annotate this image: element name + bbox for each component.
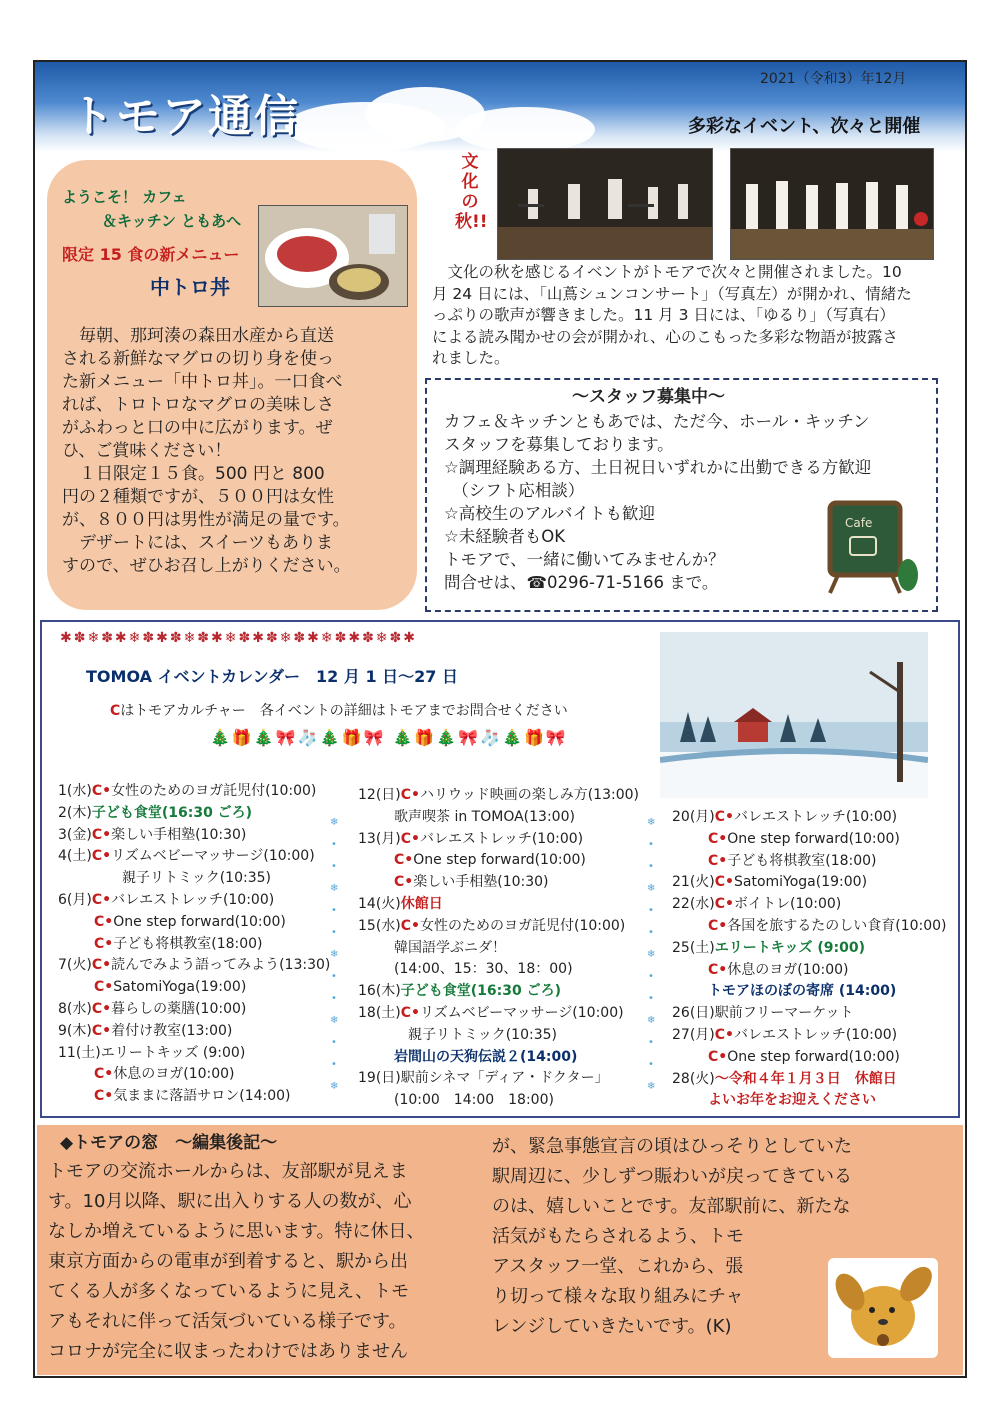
snow-divider-icon: ❄ • • ❄ • • ❄ • • ❄ • • ❄ bbox=[647, 817, 656, 1092]
event-name: トモアほのぼの寄席 (14:00) bbox=[708, 983, 897, 1000]
calendar-event bbox=[672, 939, 865, 957]
culture-c-mark: C• bbox=[714, 809, 734, 825]
culture-c-mark: C• bbox=[400, 917, 420, 934]
event-date: 1(水) bbox=[58, 783, 92, 799]
staff-line: スタッフを募集しております。 bbox=[444, 435, 674, 454]
reading-photo bbox=[730, 148, 934, 260]
staff-line: ☆未経験者もOK bbox=[444, 527, 566, 546]
culture-c-mark: C• bbox=[91, 1001, 112, 1017]
event-date bbox=[672, 831, 708, 847]
event-name: 岩間山の天狗伝説２(14:00) bbox=[394, 1048, 578, 1065]
calendar-note bbox=[110, 700, 568, 722]
culture-c-mark: C• bbox=[394, 852, 414, 869]
event-name: 休息のヨガ(10:00) bbox=[727, 961, 849, 978]
autumn-line: 文化の秋を感じるイベントがトモアで次々と開催されました。10 bbox=[432, 263, 902, 281]
culture-c-mark: C• bbox=[91, 892, 112, 908]
calendar-title: TOMOA イベントカレンダー 12 月 1 日～27 日 bbox=[86, 667, 458, 686]
event-name: バレエストレッチ(10:00) bbox=[111, 892, 275, 908]
event-name: 暮らしの薬膳(10:00) bbox=[111, 1001, 247, 1017]
xmas-deco-icon: 🎄🎁🎄🎀🧦🎄🎁🎀 🎄🎁🎄🎀🧦🎄🎁🎀 bbox=[210, 728, 568, 747]
culture-c-mark: C• bbox=[400, 1005, 420, 1021]
event-name: 気ままに落語サロン(14:00) bbox=[113, 1088, 291, 1105]
event-date bbox=[672, 1049, 708, 1065]
bunka-label: 文化の秋!! bbox=[455, 152, 488, 232]
event-name: 子ども食堂(16:30 ごろ) bbox=[91, 804, 253, 821]
calendar-event bbox=[358, 1048, 577, 1066]
culture-c-mark: C• bbox=[714, 896, 734, 913]
event-name: SatomiYoga(19:00) bbox=[733, 874, 868, 891]
calendar-event bbox=[358, 808, 575, 826]
cafe-line: デザートには、スイーツもありま bbox=[62, 533, 333, 553]
cafe-line: １日限定１５食。500 円と 800 bbox=[62, 464, 325, 484]
culture-c-mark: C• bbox=[708, 961, 728, 978]
culture-c-mark: C• bbox=[94, 935, 114, 952]
culture-c-mark: C• bbox=[708, 1048, 728, 1065]
culture-c-mark: C• bbox=[91, 957, 112, 974]
calendar-event bbox=[58, 782, 316, 800]
event-date: 15(水) bbox=[358, 917, 401, 934]
event-name: 女性のためのヨガ託児付(10:00) bbox=[419, 917, 626, 934]
calendar-event bbox=[58, 869, 271, 887]
cafe-line: すので、ぜひお召し上がりください。 bbox=[62, 556, 351, 576]
event-name: よいお年をお迎えください bbox=[708, 1092, 876, 1109]
event-name: 子ども将棋教室(18:00) bbox=[113, 935, 263, 952]
culture-c-mark: C• bbox=[708, 852, 728, 869]
event-date bbox=[358, 809, 394, 825]
newsletter-title: トモア通信 bbox=[70, 91, 300, 142]
editor-note-right bbox=[492, 1132, 852, 1342]
culture-c-mark: C• bbox=[708, 830, 728, 847]
sign-text: Cafe bbox=[845, 516, 873, 530]
note-line: アもそれに伴って活気づいている様子です。 bbox=[48, 1311, 407, 1332]
event-date: 26(日) bbox=[672, 1005, 715, 1022]
culture-c-mark: C• bbox=[714, 1027, 734, 1043]
cafe-line: ひ、ご賞味ください！ bbox=[62, 441, 232, 461]
calendar-event bbox=[358, 1026, 557, 1044]
event-date bbox=[358, 1027, 394, 1043]
culture-c-mark: C• bbox=[400, 830, 420, 847]
calendar-event bbox=[58, 935, 263, 953]
event-name: 駅前シネマ「ディア・ドクター」 bbox=[400, 1070, 609, 1087]
calendar-event bbox=[672, 982, 896, 1000]
event-date bbox=[672, 918, 708, 934]
headline: 多彩なイベント、次々と開催 bbox=[688, 116, 921, 137]
culture-c-mark: C• bbox=[400, 787, 420, 803]
event-date: 25(土) bbox=[672, 939, 715, 956]
mascot-dog-icon bbox=[828, 1258, 938, 1358]
event-date bbox=[358, 874, 394, 890]
event-name: エリートキッズ (9:00) bbox=[100, 1044, 246, 1061]
autumn-body bbox=[432, 262, 912, 370]
event-name: One step forward(10:00) bbox=[727, 1048, 900, 1065]
event-date bbox=[672, 1092, 708, 1108]
calendar-event bbox=[358, 830, 583, 848]
culture-c-mark: C• bbox=[91, 826, 112, 843]
event-date: 18(土) bbox=[358, 1005, 401, 1021]
event-date: 19(日) bbox=[358, 1070, 401, 1087]
note-line: レンジしていきたいです。(K) bbox=[492, 1316, 732, 1337]
event-date: 12(日) bbox=[358, 787, 401, 803]
event-date bbox=[358, 940, 394, 956]
event-date bbox=[58, 870, 94, 886]
event-date: 16(木) bbox=[358, 983, 401, 1000]
calendar-event bbox=[358, 786, 639, 804]
event-name: ～令和４年１月３日 休館日 bbox=[714, 1070, 897, 1087]
staff-line: カフェ＆キッチンともあでは、ただ今、ホール・キッチン bbox=[444, 412, 870, 431]
event-date bbox=[58, 914, 94, 930]
event-date: 27(月) bbox=[672, 1027, 715, 1043]
staff-line: ☆調理経験ある方、土日祝日いずれかに出勤できる方歓迎 bbox=[444, 458, 872, 477]
calendar-event bbox=[58, 913, 286, 931]
event-date bbox=[358, 961, 394, 977]
event-date: 4(土) bbox=[58, 848, 92, 865]
event-name: リズムベビーマッサージ(10:00) bbox=[111, 848, 315, 865]
event-name: 楽しい手相塾(10:30) bbox=[413, 874, 549, 891]
event-date: 11(土) bbox=[58, 1044, 101, 1061]
editor-note-left bbox=[48, 1157, 425, 1367]
cafe-line: が、８００円は男性が満足の量です。 bbox=[62, 510, 350, 530]
event-name: 休館日 bbox=[400, 896, 443, 912]
note-line: 駅周辺に、少しずつ賑わいが戻ってきている bbox=[492, 1166, 852, 1187]
note-line: り切って様々な取り組みにチャ bbox=[492, 1286, 744, 1307]
event-date: 28(火) bbox=[672, 1070, 715, 1087]
calendar-event bbox=[58, 847, 315, 865]
event-name: 各国を旅するたのしい食育(10:00) bbox=[727, 918, 947, 934]
event-date: 14(火) bbox=[358, 896, 401, 912]
calendar-event bbox=[58, 826, 246, 844]
note-line: コロナが完全に収まったわけではありません bbox=[48, 1341, 408, 1362]
culture-c-mark: C• bbox=[91, 783, 112, 799]
calendar-event bbox=[672, 917, 947, 935]
event-name: One step forward(10:00) bbox=[113, 913, 286, 930]
cafe-welcome-1: ようこそ！ カフェ bbox=[62, 188, 187, 206]
event-date: 7(火) bbox=[58, 957, 92, 974]
note-line: てくる人が多くなっているように見え、トモ bbox=[48, 1281, 410, 1302]
cafe-limited-menu: 限定 15 食の新メニュー bbox=[62, 245, 240, 264]
calendar-event bbox=[672, 895, 841, 913]
event-date: 3(金) bbox=[58, 826, 92, 843]
event-name: 読んでみよう語ってみよう(13:30) bbox=[111, 957, 331, 974]
calendar-event bbox=[672, 1004, 854, 1022]
note-line: が、緊急事態宣言の頃はひっそりとしていた bbox=[492, 1136, 852, 1157]
cafe-line: がふわっと口の中に広がります。ぜ bbox=[62, 418, 333, 438]
culture-c-mark: C• bbox=[708, 918, 728, 934]
calendar-event bbox=[58, 1022, 232, 1040]
culture-c-mark: C• bbox=[91, 848, 112, 865]
cafe-welcome-2: ＆キッチン ともあへ bbox=[102, 212, 242, 230]
event-name: 親子リトミック(10:35) bbox=[94, 870, 271, 887]
event-name: (14:00、15：30、18：00) bbox=[394, 961, 573, 978]
winter-scene-illustration bbox=[660, 632, 928, 798]
note-line: アスタッフ一堂、これから、張 bbox=[492, 1256, 744, 1277]
calendar-event bbox=[358, 895, 443, 913]
culture-c-mark: C• bbox=[394, 874, 414, 891]
event-date bbox=[672, 853, 708, 869]
snowflake-border-icon: ✱✽❄✽✱❄✽✱✽❄✽✱❄✽✱✽❄✽✱❄✽✱✽❄✽✱ bbox=[60, 630, 417, 646]
event-name: バレエストレッチ(10:00) bbox=[733, 809, 898, 825]
event-date: 2(木) bbox=[58, 804, 92, 821]
calendar-event bbox=[672, 1070, 897, 1088]
autumn-line: による読み聞かせの会が開かれ、心のこもった多彩な物語が披露さ bbox=[432, 327, 898, 346]
event-name: 韓国語学ぶニダ！ bbox=[394, 939, 506, 956]
event-date bbox=[58, 936, 94, 952]
calendar-event bbox=[358, 917, 625, 935]
staff-line: 問合せは、☎0296-71-5166 まで。 bbox=[444, 573, 719, 592]
event-date: 9(木) bbox=[58, 1022, 92, 1039]
event-date bbox=[58, 1088, 94, 1104]
calendar-event bbox=[58, 956, 330, 974]
note-line: なしか増えているように思います。特に休日、 bbox=[48, 1221, 425, 1242]
staff-line: トモアで、一緒に働いてみませんか？ bbox=[444, 550, 725, 569]
calendar-event bbox=[58, 1044, 245, 1062]
event-name: 休息のヨガ(10:00) bbox=[113, 1066, 235, 1083]
culture-c-mark: C• bbox=[94, 1088, 114, 1105]
staff-line: ☆高校生のアルバイトも歓迎 bbox=[444, 504, 655, 523]
event-date bbox=[58, 979, 94, 995]
calendar-event bbox=[672, 830, 900, 848]
culture-c-mark: C• bbox=[94, 1066, 114, 1083]
note-line: す。10月以降、駅に出入りする人の数が、心 bbox=[48, 1191, 412, 1212]
calendar-event bbox=[358, 982, 561, 1000]
calendar-event bbox=[358, 851, 586, 869]
note-line: トモアの交流ホールからは、友部駅が見えま bbox=[48, 1161, 408, 1182]
event-date bbox=[358, 1092, 394, 1108]
event-date bbox=[358, 1049, 394, 1065]
calendar-event bbox=[58, 891, 274, 909]
event-name: 子ども食堂(16:30 ごろ) bbox=[400, 983, 561, 1000]
calendar-event bbox=[358, 1069, 609, 1087]
event-date: 8(水) bbox=[58, 1001, 92, 1017]
note-line: 東京方面からの電車が到着すると、駅から出 bbox=[48, 1251, 408, 1272]
cafe-line: される新鮮なマグロの切り身を使っ bbox=[62, 349, 334, 369]
event-name: (10:00 14:00 18:00) bbox=[394, 1092, 554, 1109]
event-name: One step forward(10:00) bbox=[727, 830, 900, 847]
calendar-event bbox=[672, 808, 897, 826]
cafe-dish-name: 中トロ丼 bbox=[150, 275, 230, 299]
calendar-event bbox=[358, 1004, 624, 1022]
cafe-line: れば、トロトロなマグロの美味しさ bbox=[62, 395, 334, 415]
event-name: 歌声喫茶 in TOMOA(13:00) bbox=[394, 808, 575, 825]
event-name: SatomiYoga(19:00) bbox=[113, 979, 247, 996]
culture-c-mark: C• bbox=[714, 874, 734, 891]
calendar-event bbox=[358, 939, 506, 957]
cafe-line: 円の２種類ですが、５００円は女性 bbox=[62, 487, 334, 507]
event-date bbox=[672, 962, 708, 978]
event-name: 女性のためのヨガ託児付(10:00) bbox=[111, 783, 317, 799]
event-date bbox=[58, 1066, 94, 1082]
culture-c-mark: C• bbox=[91, 1022, 112, 1039]
event-date: 21(火) bbox=[672, 874, 715, 891]
autumn-line: っぷりの歌声が響きました。11 月 3 日には、「ゆるり」（写真右） bbox=[432, 306, 895, 324]
culture-c-mark: C bbox=[110, 703, 121, 719]
event-date bbox=[672, 983, 708, 999]
calendar-event bbox=[672, 1048, 900, 1066]
calendar-event bbox=[672, 1026, 897, 1044]
cafe-body bbox=[62, 325, 402, 578]
culture-c-mark: C• bbox=[94, 979, 114, 996]
calendar-event bbox=[58, 1087, 291, 1105]
event-name: ハリウッド映画の楽しみ方(13:00) bbox=[419, 787, 639, 803]
cafe-line: た新メニュー「中トロ丼」。一口食べ bbox=[62, 372, 343, 392]
event-date: 22(水) bbox=[672, 896, 715, 913]
event-name: 親子リトミック(10:35) bbox=[394, 1026, 557, 1043]
event-name: 楽しい手相塾(10:30) bbox=[111, 826, 247, 843]
calendar-note-text: はトモアカルチャー 各イベントの詳細はトモアまでお問合せください bbox=[120, 703, 568, 719]
issue-date: 2021（令和3）年12月 bbox=[760, 71, 907, 87]
event-name: エリートキッズ (9:00) bbox=[714, 939, 865, 956]
calendar-event bbox=[672, 1091, 876, 1109]
event-name: ボイトレ(10:00) bbox=[733, 896, 842, 913]
autumn-line: れました。 bbox=[432, 349, 510, 367]
event-date bbox=[358, 852, 394, 868]
autumn-line: 月 24 日には、「山蔦シュンコンサート」（写真左）が開かれ、情緒た bbox=[432, 284, 912, 303]
event-name: 子ども将棋教室(18:00) bbox=[727, 852, 877, 869]
event-name: バレエストレッチ(10:00) bbox=[419, 830, 584, 847]
calendar-event bbox=[672, 873, 867, 891]
event-name: リズムベビーマッサージ(10:00) bbox=[419, 1005, 624, 1021]
calendar-event bbox=[672, 852, 877, 870]
staff-body bbox=[444, 410, 871, 594]
calendar-event bbox=[58, 1000, 246, 1018]
note-line: 活気がもたらされるよう、トモ bbox=[492, 1226, 744, 1247]
event-date: 13(月) bbox=[358, 830, 401, 847]
event-date: 20(月) bbox=[672, 809, 715, 825]
calendar-event bbox=[58, 804, 252, 822]
editor-note-title: ◆トモアの窓 ～編集後記～ bbox=[60, 1133, 278, 1153]
calendar-event bbox=[358, 873, 549, 891]
culture-c-mark: C• bbox=[94, 913, 114, 930]
event-name: One step forward(10:00) bbox=[413, 852, 586, 869]
calendar-event bbox=[58, 978, 246, 996]
staff-line: （シフト応相談） bbox=[444, 481, 585, 500]
staff-title: ～スタッフ募集中～ bbox=[572, 387, 725, 407]
event-name: バレエストレッチ(10:00) bbox=[733, 1027, 898, 1043]
event-name: 駅前フリーマーケット bbox=[714, 1005, 854, 1022]
cafe-line: 毎朝、那珂湊の森田水産から直送 bbox=[62, 326, 334, 346]
calendar-event bbox=[672, 961, 849, 979]
calendar-event bbox=[58, 1065, 235, 1083]
snow-divider-icon: ❄ • • ❄ • • ❄ • • ❄ • • ❄ bbox=[330, 817, 339, 1092]
event-name: 着付け教室(13:00) bbox=[111, 1022, 233, 1039]
cafe-sign-illustration bbox=[820, 495, 920, 595]
note-line: のは、嬉しいことです。友部駅前に、新たな bbox=[492, 1196, 851, 1217]
calendar-event bbox=[358, 960, 573, 978]
chutoro-don-photo bbox=[258, 205, 408, 307]
event-date: 6(月) bbox=[58, 892, 92, 908]
calendar-event bbox=[358, 1091, 554, 1109]
concert-photo bbox=[497, 148, 713, 260]
